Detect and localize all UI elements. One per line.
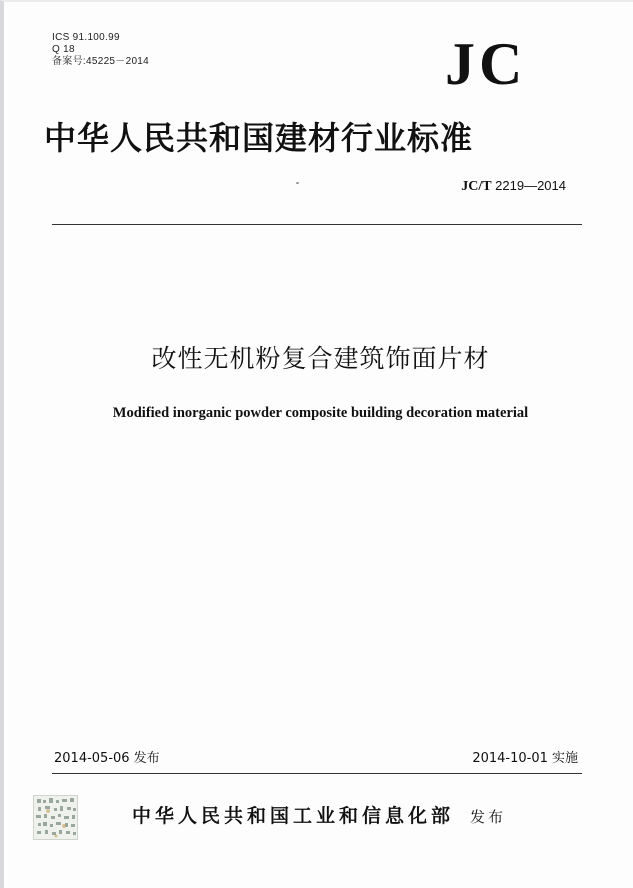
ccs-code: Q 18 [52, 44, 75, 55]
document-title-en: Modified inorganic powder composite building decoration material [112, 405, 529, 421]
publisher-name: 中华人民共和国工业和信息化部 [132, 805, 455, 827]
jc-logo: JC [445, 31, 527, 97]
issue-date: 2014-05-06 发布 [54, 751, 160, 766]
bottom-divider [52, 773, 582, 774]
implementation-date: 2014-10-01 实施 [472, 751, 578, 766]
publisher-suffix: 发布 [470, 808, 507, 826]
ics-code: ICS 91.100.99 [52, 32, 120, 43]
standard-code: 2219—2014 [491, 178, 566, 193]
anti-counterfeit-label-icon [33, 795, 78, 840]
standard-category-title: 中华人民共和国建材行业标准 [44, 119, 474, 157]
standard-prefix: JC/T [461, 179, 492, 194]
top-divider [52, 224, 582, 225]
filing-number: 备案号:45225－2014 [52, 56, 150, 67]
standard-number [461, 178, 566, 195]
classification-block [52, 32, 149, 68]
document-title-cn: 改性无机粉复合建筑饰面片材 [151, 344, 490, 373]
label-pattern-icon [34, 796, 78, 840]
scan-speck [296, 182, 299, 184]
